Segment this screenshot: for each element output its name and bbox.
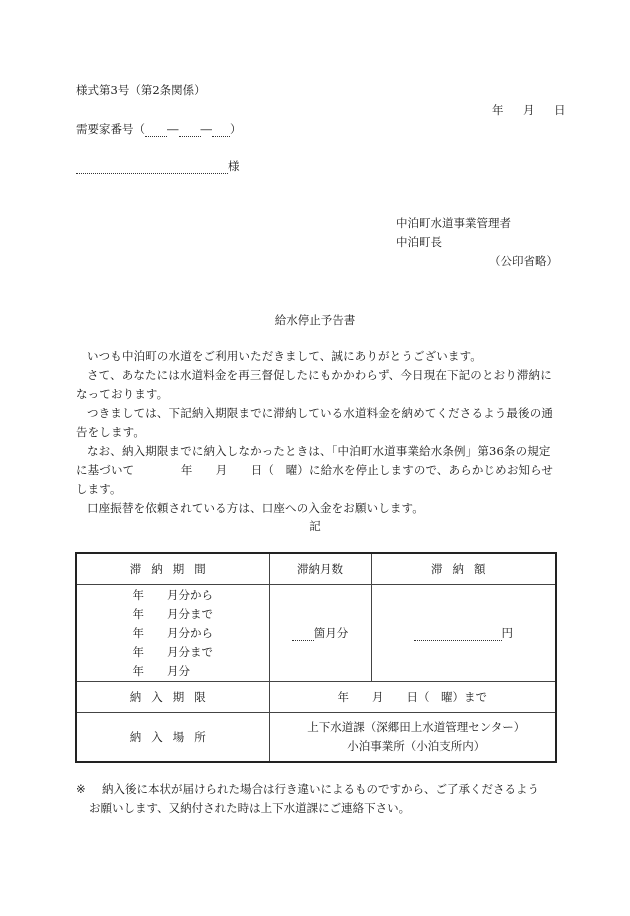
deadline-value: 年 月 日（ 曜）まで — [269, 682, 556, 713]
period-line: 年 月分 — [132, 663, 190, 678]
period-cell — [76, 585, 269, 682]
deadline-row — [76, 682, 556, 713]
paren-close: ） — [230, 122, 242, 136]
place-row — [76, 713, 556, 763]
customer-number-line — [76, 123, 242, 137]
deadline-label: 納入期限 — [76, 682, 269, 713]
amount-field[interactable] — [414, 640, 502, 641]
seal-omitted-note: （公印省略） — [489, 254, 558, 268]
table-header-row — [76, 553, 556, 585]
note-mark: ※ — [76, 782, 86, 796]
arrears-table — [75, 552, 557, 763]
paragraph-1: いつも中泊町の水道をご利用いただきまして、誠にありがとうございます。 — [87, 349, 482, 363]
customer-number-field-1[interactable] — [145, 136, 167, 137]
customer-number-label: 需要家番号 — [76, 122, 134, 136]
header-months: 滞納月数 — [269, 553, 371, 585]
period-line: 年 月分まで — [132, 606, 213, 621]
document-title: 給水停止予告書 — [274, 313, 356, 327]
place-line-2: 小泊事業所（小泊支所内） — [347, 739, 486, 753]
period-line: 年 月分から — [132, 587, 213, 602]
period-line: 年 月分から — [132, 625, 213, 640]
body-text — [76, 347, 560, 518]
ki-heading: 記 — [309, 519, 321, 533]
place-line-1: 上下水道課（深郷田上水道管理センター） — [307, 720, 526, 734]
months-field[interactable] — [292, 640, 314, 641]
amount-unit: 円 — [501, 626, 513, 640]
paren-open: （ — [133, 122, 145, 136]
months-cell — [269, 585, 371, 682]
addressee-line — [76, 160, 240, 174]
note-line-2: お願いします、又納付された時は上下水道課にご連絡下さい。 — [89, 801, 411, 815]
header-period: 滞納期間 — [76, 553, 269, 585]
customer-number-field-3[interactable] — [212, 136, 230, 137]
sender-line-1: 中泊町水道事業管理者 — [396, 216, 511, 230]
customer-number-field-2[interactable] — [179, 136, 201, 137]
form-number: 様式第3号（第2条関係） — [76, 83, 206, 97]
dash-2: ― — [200, 122, 212, 136]
addressee-name-field[interactable] — [76, 173, 228, 174]
place-value — [269, 713, 556, 763]
addressee-honorific: 様 — [228, 159, 240, 173]
header-amount: 滞納額 — [371, 553, 556, 585]
sender-line-2: 中泊町長 — [396, 235, 442, 249]
paragraph-4: なお、納入期限までに納入しなかったときは、「中泊町水道事業給水条例」第36条の規定に基づいて 年 月 日（ 曜）に給水を停止しますので、あらかじめお知らせします。 — [76, 444, 554, 496]
table-data-row — [76, 585, 556, 682]
paragraph-5: 口座振替を依頼されている方は、口座への入金をお願いします。 — [87, 501, 424, 515]
note-line-1: 納入後に本状が届けられた場合は行き違いによるものですから、ご了承くださるよう — [102, 782, 539, 796]
months-unit: 箇月分 — [313, 626, 349, 640]
paragraph-2: さて、あなたには水道料金を再三督促したにもかかわらず、今日現在下記のとおり滞納になっております。 — [76, 368, 552, 401]
dash-1: ― — [167, 122, 179, 136]
period-line: 年 月分まで — [132, 644, 213, 659]
place-label: 納入場所 — [76, 713, 269, 763]
paragraph-3: つきましては、下記納入期限までに滞納している水道料金を納めてくださるよう最後の通告をします。 — [76, 406, 553, 439]
amount-cell — [371, 585, 556, 682]
date-line: 年 月 日 — [492, 103, 570, 117]
